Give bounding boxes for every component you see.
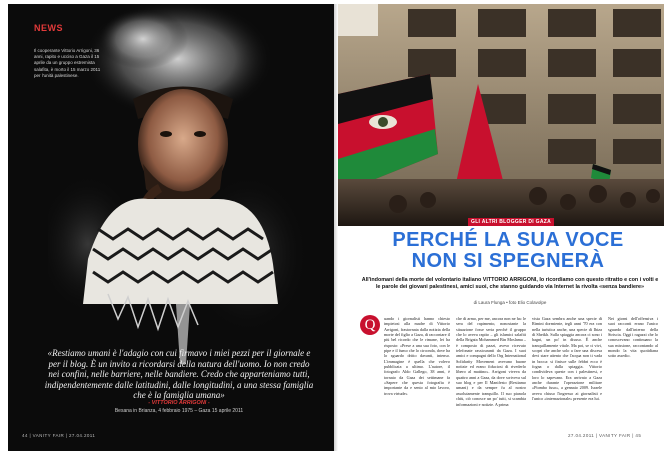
article-column-2: che di armo, per me, ancora non ne ha: le sera del rapimento, nonostante la situazione fosse seria perché il gruppo che lo aveva rapito – gli islamici salafiti della Brigata Mohammed Bin Moslama – è composto di pazzi, avevo ricevuto telefonate rassicuranti da Gaza. I suoi amici e compagni dello Org International Solidarity Movement avevano buone notizie ed erano fiduciosi di rivederlo libero al mattino». Arrigoni viveva da quattro anni a Gaza, da dove scriveva sul suo blog e per Il Manifesto (Restiamo umani) e da sempre fu al nostro assolutamente tranquillo. Il suo pianola chiù, ciò conosce un po' tutti, si scambia informazioni e notizie. A prima xyxy=(456,316,526,407)
drop-cap: Q xyxy=(360,315,380,335)
photo-tag: GLI ALTRI BLOGGER DI GAZA xyxy=(468,218,554,226)
right-page xyxy=(338,4,664,451)
magazine-spread xyxy=(8,4,664,451)
standfirst: All'indomani della morte del volontario italiano VITTORIO ARRIGONI, lo ricordiamo con questo ritratto e con i volti e le parole dei giovani palestinesi, amici suoi, che stanno guidando via Internet la rivolta «senza bandiere» xyxy=(361,277,659,290)
quote-author-dates: Besana in Brianza, 4 febbraio 1975 – Gaza 15 aprile 2011 xyxy=(114,408,244,414)
page-footer-right: 27.04.2011 | VANITY FAIR | 45 xyxy=(568,433,642,438)
headline-line-2: NON SI SPEGNERÀ xyxy=(411,250,605,272)
headline xyxy=(358,230,658,272)
article-column-4: Nei giorni dell'offensiva i suoi racconti erano l'unico sguardo dall'interno della Striscia. Oggi i ragazzi che lo conoscevano continuano la sua missione, raccontando al mondo la vita quotidiana sotto assedio. xyxy=(608,316,658,359)
photo-caption: Il cooperante Vittorio Arrigoni, 36 anni, rapito e ucciso a Gaza il 15 aprile da un gruppo estremista salafita, è morto il 15 marzo 2011 per l'unità palestinese. xyxy=(34,48,101,78)
article-column-1: uando i giornalisti hanno chiesto impietosi alla madre di Vittorio Arrigoni, frastornata dalla notizia della morte del figlio a Gaza, di raccontare il più bel ricordo che le rimane, lei ha risposto: «Prese a una sua foto, con le pipe e il fumo che lo circonda, dove ha lo sguardo dritto davanti, intenso. L'immagine è quella che volevo pubblicata a ultimo. L'autore, il fotografo Aldo Gallego, 38 anni, è tornato da Gaza dei settimane fa «Sapere che questa fotografia è importante da e sento al mio lavoro, trova virtude» xyxy=(384,316,450,396)
section-tag: NEWS xyxy=(34,23,63,33)
page-footer-left: 44 | VANITY FAIR | 27.04.2011 xyxy=(22,433,96,438)
pull-quote: «Restiamo umani è l'adagio con cui firmavo i miei pezzi per il giornale e per il blog. È un invito a ricordarsi della natura dell'uomo. Io non credo nei confini, nelle barriere, nelle bandiere. Credo che apparteniamo tutti, indipendentemente dalle latitudini, dalle longitudini, a una stessa famiglia che è la famiglia umana» xyxy=(44,348,314,401)
left-page xyxy=(8,4,334,451)
quote-author: - VITTORIO ARRIGONI - xyxy=(148,400,210,406)
protest-photo xyxy=(338,4,664,226)
headline-line-1: PERCHÉ LA SUA VOCE xyxy=(392,229,624,251)
article-column-3: vista Gaza sembra anche una specie di Rimini dormiente, tegli anni '70 era con nella turistica anche, una specie di Ibiza di Sheikh. Sulla spiaggia ancora ci sono i bagni, un po' in disuso. È anche tranquillamente vitale. Ma poi, se ci vivi, scopri che anche solo a fare una discesa devi stare attento che l'acqua non ti vada in bocca: si finisce sulle febbri ecco è fogna o dalla spiaggia. Vittorio condivideva queste con i palestinesi, e loro lo sapevano. Era arrivato a Gaza anche durante l'operazione militare «Piombo fuso», a gennaio 2009. Israele aveva chiuso l'ingresso ai giornalisti e l'unico «internazionale» presente era lui. xyxy=(532,316,602,402)
byline: di Laura Flunga • foto Elio Colavolpe xyxy=(473,300,547,305)
